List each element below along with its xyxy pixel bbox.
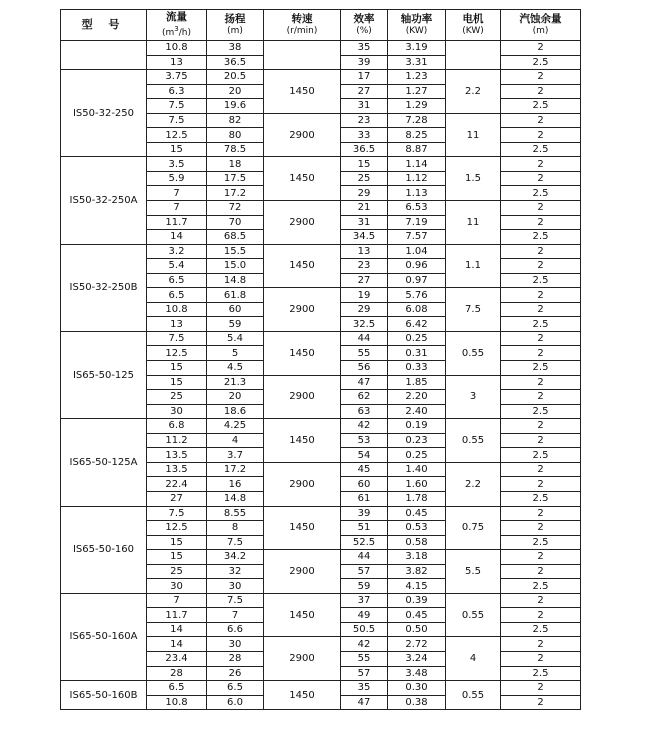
speed-cell: 2900	[264, 462, 341, 506]
npsh-cell: 2	[501, 608, 581, 623]
shaft-power-cell: 0.25	[388, 448, 446, 463]
shaft-power-cell: 0.31	[388, 346, 446, 361]
efficiency-cell: 19	[341, 288, 388, 303]
efficiency-cell: 15	[341, 157, 388, 172]
head-cell: 15.0	[207, 259, 264, 274]
model-cell: IS65-50-125	[61, 331, 147, 418]
head-cell: 17.2	[207, 462, 264, 477]
flow-cell: 7	[147, 593, 207, 608]
efficiency-cell: 27	[341, 84, 388, 99]
shaft-power-cell: 3.48	[388, 666, 446, 681]
flow-cell: 15	[147, 550, 207, 565]
efficiency-cell: 57	[341, 564, 388, 579]
npsh-cell: 2.5	[501, 404, 581, 419]
efficiency-cell: 17	[341, 70, 388, 85]
model-cell: IS65-50-160A	[61, 593, 147, 680]
head-cell: 19.6	[207, 99, 264, 114]
flow-cell: 11.7	[147, 608, 207, 623]
header-speed: 转速 (r/min)	[264, 10, 341, 41]
efficiency-cell: 63	[341, 404, 388, 419]
head-cell: 20	[207, 390, 264, 405]
flow-cell: 28	[147, 666, 207, 681]
flow-cell: 12.5	[147, 346, 207, 361]
speed-cell: 2900	[264, 637, 341, 681]
npsh-cell: 2	[501, 695, 581, 710]
efficiency-cell: 42	[341, 419, 388, 434]
npsh-cell: 2	[501, 637, 581, 652]
flow-cell: 15	[147, 361, 207, 376]
model-cell: IS65-50-125A	[61, 419, 147, 506]
table-row	[61, 593, 581, 608]
head-cell: 4.5	[207, 361, 264, 376]
shaft-power-cell: 1.29	[388, 99, 446, 114]
flow-unit: $(m^3/h)$	[162, 25, 191, 38]
flow-cell: 27	[147, 491, 207, 506]
efficiency-cell: 35	[341, 41, 388, 56]
flow-cell: 7.5	[147, 99, 207, 114]
shaft-power-cell: 7.57	[388, 230, 446, 245]
motor-cell: 11	[446, 113, 501, 157]
motor-cell: 0.55	[446, 681, 501, 710]
model-cell: IS50-32-250	[61, 70, 147, 157]
speed-cell: 1450	[264, 593, 341, 637]
model-cell	[61, 41, 147, 70]
shaft-power-cell: 3.31	[388, 55, 446, 70]
head-cell: 17.5	[207, 171, 264, 186]
shaft-power-cell: 1.04	[388, 244, 446, 259]
shaft-power-cell: 1.12	[388, 171, 446, 186]
npsh-cell: 2	[501, 244, 581, 259]
efficiency-cell: 39	[341, 506, 388, 521]
npsh-cell: 2.5	[501, 230, 581, 245]
head-cell: 30	[207, 637, 264, 652]
flow-cell: 14	[147, 230, 207, 245]
shaft-power-cell: 0.30	[388, 681, 446, 696]
head-cell: 6.0	[207, 695, 264, 710]
efficiency-cell: 51	[341, 521, 388, 536]
shaft-power-cell: 0.97	[388, 273, 446, 288]
speed-cell	[264, 41, 341, 70]
npsh-cell: 2	[501, 462, 581, 477]
speed-cell: 2900	[264, 375, 341, 419]
npsh-cell: 2.5	[501, 186, 581, 201]
model-cell: IS50-32-250A	[61, 157, 147, 244]
flow-cell: 10.8	[147, 302, 207, 317]
flow-cell: 5.9	[147, 171, 207, 186]
head-cell: 7	[207, 608, 264, 623]
npsh-cell: 2	[501, 113, 581, 128]
flow-cell: 3.5	[147, 157, 207, 172]
flow-cell: 7.5	[147, 331, 207, 346]
header-flow: 流量 $(m^3/h)$	[147, 10, 207, 41]
efficiency-cell: 60	[341, 477, 388, 492]
shaft-power-cell: 2.40	[388, 404, 446, 419]
npsh-cell: 2.5	[501, 491, 581, 506]
efficiency-cell: 44	[341, 331, 388, 346]
table-row	[61, 244, 581, 259]
efficiency-cell: 33	[341, 128, 388, 143]
head-cell: 7.5	[207, 593, 264, 608]
shaft-power-cell: 0.25	[388, 331, 446, 346]
pump-spec-table	[60, 9, 581, 710]
npsh-cell: 2.5	[501, 273, 581, 288]
flow-cell: 6.3	[147, 84, 207, 99]
shaft-power-cell: 1.60	[388, 477, 446, 492]
efficiency-cell: 44	[341, 550, 388, 565]
npsh-cell: 2	[501, 302, 581, 317]
shaft-power-cell: 7.19	[388, 215, 446, 230]
efficiency-cell: 53	[341, 433, 388, 448]
head-cell: 20.5	[207, 70, 264, 85]
head-cell: 16	[207, 477, 264, 492]
npsh-cell: 2	[501, 651, 581, 666]
shaft-power-cell: 7.28	[388, 113, 446, 128]
flow-cell: 25	[147, 564, 207, 579]
flow-cell: 3.2	[147, 244, 207, 259]
head-cell: 17.2	[207, 186, 264, 201]
efficiency-cell: 59	[341, 579, 388, 594]
model-cell: IS65-50-160	[61, 506, 147, 593]
efficiency-cell: 56	[341, 361, 388, 376]
efficiency-cell: 35	[341, 681, 388, 696]
flow-cell: 10.8	[147, 695, 207, 710]
head-cell: 26	[207, 666, 264, 681]
npsh-cell: 2	[501, 201, 581, 216]
npsh-cell: 2	[501, 70, 581, 85]
npsh-cell: 2	[501, 375, 581, 390]
table-row	[61, 506, 581, 521]
speed-cell: 2900	[264, 288, 341, 332]
efficiency-cell: 61	[341, 491, 388, 506]
shaft-power-cell: 0.50	[388, 622, 446, 637]
shaft-power-cell: 8.25	[388, 128, 446, 143]
table-row	[61, 681, 581, 696]
head-cell: 18	[207, 157, 264, 172]
flow-cell: 14	[147, 637, 207, 652]
flow-cell: 14	[147, 622, 207, 637]
npsh-cell: 2	[501, 346, 581, 361]
shaft-power-cell: 0.58	[388, 535, 446, 550]
speed-cell: 1450	[264, 506, 341, 550]
motor-cell	[446, 41, 501, 70]
head-cell: 34.2	[207, 550, 264, 565]
flow-cell: 7.5	[147, 506, 207, 521]
efficiency-cell: 62	[341, 390, 388, 405]
shaft-power-cell: 0.96	[388, 259, 446, 274]
npsh-cell: 2	[501, 171, 581, 186]
efficiency-cell: 21	[341, 201, 388, 216]
head-cell: 20	[207, 84, 264, 99]
speed-cell: 1450	[264, 331, 341, 375]
table-row	[61, 419, 581, 434]
motor-cell: 1.5	[446, 157, 501, 201]
flow-cell: 15	[147, 535, 207, 550]
flow-cell: 15	[147, 375, 207, 390]
head-cell: 15.5	[207, 244, 264, 259]
shaft-power-cell: 3.24	[388, 651, 446, 666]
speed-cell: 1450	[264, 157, 341, 201]
flow-cell: 30	[147, 404, 207, 419]
npsh-cell: 2	[501, 433, 581, 448]
head-cell: 21.3	[207, 375, 264, 390]
shaft-power-cell: 0.19	[388, 419, 446, 434]
head-cell: 82	[207, 113, 264, 128]
head-cell: 72	[207, 201, 264, 216]
model-cell: IS50-32-250B	[61, 244, 147, 331]
npsh-cell: 2	[501, 419, 581, 434]
shaft-power-cell: 0.45	[388, 506, 446, 521]
speed-cell: 2900	[264, 113, 341, 157]
table-header	[61, 10, 581, 41]
motor-cell: 3	[446, 375, 501, 419]
shaft-power-cell: 1.23	[388, 70, 446, 85]
npsh-cell: 2	[501, 506, 581, 521]
shaft-power-cell: 3.82	[388, 564, 446, 579]
npsh-cell: 2	[501, 550, 581, 565]
shaft-power-cell: 0.23	[388, 433, 446, 448]
head-cell: 80	[207, 128, 264, 143]
efficiency-cell: 55	[341, 651, 388, 666]
npsh-cell: 2	[501, 157, 581, 172]
head-cell: 8.55	[207, 506, 264, 521]
speed-cell: 1450	[264, 681, 341, 710]
table-row	[61, 41, 581, 56]
shaft-power-cell: 1.27	[388, 84, 446, 99]
shaft-power-cell: 2.20	[388, 390, 446, 405]
motor-cell: 2.2	[446, 70, 501, 114]
head-cell: 4	[207, 433, 264, 448]
head-cell: 5.4	[207, 331, 264, 346]
motor-cell: 5.5	[446, 550, 501, 594]
efficiency-cell: 37	[341, 593, 388, 608]
flow-cell: 7.5	[147, 113, 207, 128]
npsh-cell: 2.5	[501, 317, 581, 332]
flow-cell: 13	[147, 317, 207, 332]
efficiency-cell: 49	[341, 608, 388, 623]
head-cell: 61.8	[207, 288, 264, 303]
shaft-power-cell: 6.08	[388, 302, 446, 317]
flow-cell: 10.8	[147, 41, 207, 56]
table-row	[61, 157, 581, 172]
shaft-power-cell: 6.42	[388, 317, 446, 332]
shaft-power-cell: 1.78	[388, 491, 446, 506]
efficiency-cell: 27	[341, 273, 388, 288]
motor-cell: 1.1	[446, 244, 501, 288]
efficiency-cell: 45	[341, 462, 388, 477]
shaft-power-cell: 0.33	[388, 361, 446, 376]
efficiency-cell: 39	[341, 55, 388, 70]
speed-cell: 1450	[264, 244, 341, 288]
efficiency-cell: 29	[341, 302, 388, 317]
efficiency-cell: 29	[341, 186, 388, 201]
npsh-cell: 2.5	[501, 361, 581, 376]
npsh-cell: 2.5	[501, 579, 581, 594]
flow-cell: 23.4	[147, 651, 207, 666]
head-cell: 5	[207, 346, 264, 361]
flow-cell: 30	[147, 579, 207, 594]
flow-cell: 11.7	[147, 215, 207, 230]
shaft-power-cell: 1.40	[388, 462, 446, 477]
efficiency-cell: 47	[341, 695, 388, 710]
npsh-cell: 2.5	[501, 535, 581, 550]
npsh-cell: 2	[501, 331, 581, 346]
efficiency-cell: 55	[341, 346, 388, 361]
shaft-power-cell: 1.13	[388, 186, 446, 201]
flow-cell: 13.5	[147, 448, 207, 463]
head-cell: 14.8	[207, 273, 264, 288]
efficiency-cell: 52.5	[341, 535, 388, 550]
efficiency-cell: 25	[341, 171, 388, 186]
table-row	[61, 70, 581, 85]
header-model: 型 号	[61, 10, 147, 41]
efficiency-cell: 36.5	[341, 142, 388, 157]
npsh-cell: 2.5	[501, 99, 581, 114]
shaft-power-cell: 0.38	[388, 695, 446, 710]
npsh-cell: 2.5	[501, 622, 581, 637]
shaft-power-cell: 2.72	[388, 637, 446, 652]
speed-cell: 1450	[264, 70, 341, 114]
motor-cell: 7.5	[446, 288, 501, 332]
head-cell: 32	[207, 564, 264, 579]
flow-cell: 25	[147, 390, 207, 405]
flow-cell: 22.4	[147, 477, 207, 492]
shaft-power-cell: 5.76	[388, 288, 446, 303]
efficiency-cell: 31	[341, 215, 388, 230]
efficiency-cell: 23	[341, 259, 388, 274]
head-cell: 18.6	[207, 404, 264, 419]
table-row	[61, 331, 581, 346]
head-cell: 38	[207, 41, 264, 56]
flow-cell: 7	[147, 186, 207, 201]
flow-cell: 6.8	[147, 419, 207, 434]
npsh-cell: 2	[501, 41, 581, 56]
npsh-cell: 2	[501, 84, 581, 99]
head-cell: 6.5	[207, 681, 264, 696]
npsh-cell: 2	[501, 128, 581, 143]
head-cell: 78.5	[207, 142, 264, 157]
shaft-power-cell: 3.18	[388, 550, 446, 565]
shaft-power-cell: 6.53	[388, 201, 446, 216]
shaft-power-cell: 0.53	[388, 521, 446, 536]
flow-cell: 12.5	[147, 521, 207, 536]
motor-cell: 0.55	[446, 593, 501, 637]
flow-cell: 12.5	[147, 128, 207, 143]
header-head: 扬程 (m)	[207, 10, 264, 41]
flow-cell: 13.5	[147, 462, 207, 477]
flow-cell: 6.5	[147, 288, 207, 303]
head-cell: 60	[207, 302, 264, 317]
flow-cell: 11.2	[147, 433, 207, 448]
head-cell: 4.25	[207, 419, 264, 434]
shaft-power-cell: 4.15	[388, 579, 446, 594]
npsh-cell: 2	[501, 215, 581, 230]
head-cell: 68.5	[207, 230, 264, 245]
header-motor: 电机 (KW)	[446, 10, 501, 41]
flow-cell: 5.4	[147, 259, 207, 274]
flow-cell: 3.75	[147, 70, 207, 85]
npsh-cell: 2	[501, 521, 581, 536]
npsh-cell: 2.5	[501, 55, 581, 70]
motor-cell: 2.2	[446, 462, 501, 506]
npsh-cell: 2.5	[501, 448, 581, 463]
efficiency-cell: 31	[341, 99, 388, 114]
table-body	[61, 41, 581, 710]
motor-cell: 0.55	[446, 419, 501, 463]
efficiency-cell: 34.5	[341, 230, 388, 245]
header-efficiency: 效率 (%)	[341, 10, 388, 41]
head-cell: 30	[207, 579, 264, 594]
npsh-cell: 2	[501, 564, 581, 579]
head-cell: 8	[207, 521, 264, 536]
flow-cell: 6.5	[147, 681, 207, 696]
efficiency-cell: 42	[341, 637, 388, 652]
shaft-power-cell: 0.39	[388, 593, 446, 608]
shaft-power-cell: 3.19	[388, 41, 446, 56]
flow-cell: 13	[147, 55, 207, 70]
shaft-power-cell: 1.85	[388, 375, 446, 390]
motor-cell: 0.55	[446, 331, 501, 375]
efficiency-cell: 50.5	[341, 622, 388, 637]
head-cell: 14.8	[207, 491, 264, 506]
efficiency-cell: 13	[341, 244, 388, 259]
head-cell: 36.5	[207, 55, 264, 70]
motor-cell: 11	[446, 201, 501, 245]
npsh-cell: 2	[501, 681, 581, 696]
shaft-power-cell: 1.14	[388, 157, 446, 172]
header-shaft-power: 轴功率 (KW)	[388, 10, 446, 41]
npsh-cell: 2	[501, 259, 581, 274]
flow-cell: 15	[147, 142, 207, 157]
flow-cell: 6.5	[147, 273, 207, 288]
speed-cell: 2900	[264, 201, 341, 245]
npsh-cell: 2	[501, 477, 581, 492]
motor-cell: 4	[446, 637, 501, 681]
head-cell: 59	[207, 317, 264, 332]
speed-cell: 1450	[264, 419, 341, 463]
shaft-power-cell: 8.87	[388, 142, 446, 157]
npsh-cell: 2.5	[501, 666, 581, 681]
efficiency-cell: 32.5	[341, 317, 388, 332]
model-cell: IS65-50-160B	[61, 681, 147, 710]
npsh-cell: 2	[501, 593, 581, 608]
head-cell: 28	[207, 651, 264, 666]
head-cell: 6.6	[207, 622, 264, 637]
efficiency-cell: 54	[341, 448, 388, 463]
efficiency-cell: 47	[341, 375, 388, 390]
npsh-cell: 2	[501, 390, 581, 405]
head-cell: 7.5	[207, 535, 264, 550]
flow-cell: 7	[147, 201, 207, 216]
header-npsh: 汽蚀余量 (m)	[501, 10, 581, 41]
npsh-cell: 2.5	[501, 142, 581, 157]
shaft-power-cell: 0.45	[388, 608, 446, 623]
head-cell: 70	[207, 215, 264, 230]
speed-cell: 2900	[264, 550, 341, 594]
motor-cell: 0.75	[446, 506, 501, 550]
efficiency-cell: 23	[341, 113, 388, 128]
npsh-cell: 2	[501, 288, 581, 303]
head-cell: 3.7	[207, 448, 264, 463]
efficiency-cell: 57	[341, 666, 388, 681]
